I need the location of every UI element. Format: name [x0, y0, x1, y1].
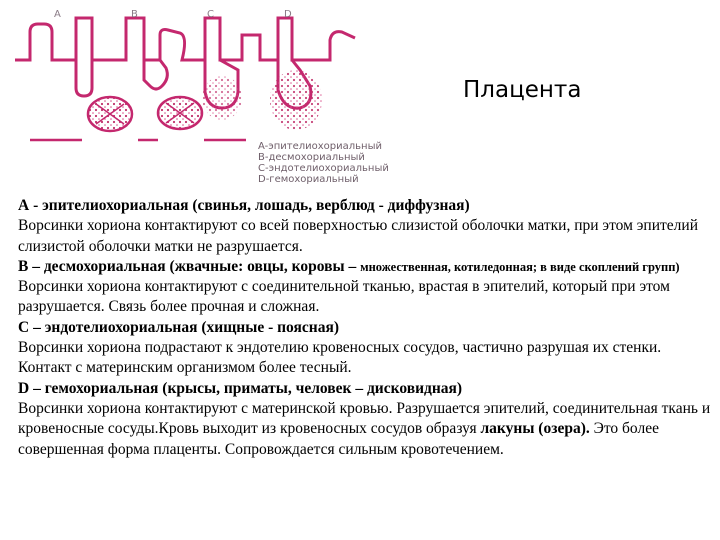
section-d-body-end: Это более совершенная форма плаценты. Сопровождается сильным кровотечением.: [18, 420, 659, 458]
slide-body: [18, 196, 714, 460]
section-a-body: Ворсинки хориона контактируют со всей поверхностью слизистой оболочки матки, при этом эпителий слизистой оболочки матки не разрушается.: [18, 217, 699, 255]
legend-item-b: B-десмохориальный: [258, 152, 365, 163]
section-c-body: Ворсинки хориона подрастают к эндотелию кровеносных сосудов, частично разрушая их стенки. Контакт с материнским организмом более тесный.: [18, 339, 662, 377]
legend-item-c: C-эндотелиохориальный: [258, 163, 389, 174]
section-b-heading-line: [18, 257, 714, 277]
section-a-heading: А - эпителиохориальная (свинья, лошадь, верблюд - диффузная): [18, 197, 470, 214]
slide-title: Плацента: [463, 77, 582, 103]
section-d-body-emphasis: лакуны (озера).: [480, 420, 590, 438]
legend-item-a: A-эпителиохориальный: [258, 141, 382, 152]
figure-letter-c: C: [207, 9, 214, 20]
figure-letter-d: D: [284, 9, 292, 20]
section-d-heading: D – гемохориальная (крысы, приматы, человек – дисковидная): [18, 379, 463, 397]
section-b-heading-detail: множественная, котиледонная; в виде скоплений групп): [360, 259, 680, 274]
placenta-types-figure: [10, 0, 389, 190]
section-b-heading: В – десмохориальная (жвачные: овцы, коровы –: [18, 257, 361, 275]
figure-letter-b: B: [131, 9, 138, 20]
section-c-heading: С – эндотелиохориальная (хищные - поясная): [18, 318, 340, 336]
figure-legend: [258, 141, 389, 185]
section-b-body: Ворсинки хориона контактируют с соединительной тканью, врастая в эпителий, который при этом разрушается. Связь более прочная и сложная.: [18, 278, 670, 316]
section-d-body: [18, 399, 714, 460]
figure-letter-a: A: [54, 9, 61, 20]
section-d-body-start: Ворсинки хориона контактируют с материнской кровью. Разрушается эпителий, соединительная ткань и кровеносные сосуды.Кровь выходит из кровеносных сосудов образуя: [18, 399, 711, 438]
figure-letters: [10, 9, 360, 23]
legend-item-d: D-гемохориальный: [258, 174, 359, 185]
